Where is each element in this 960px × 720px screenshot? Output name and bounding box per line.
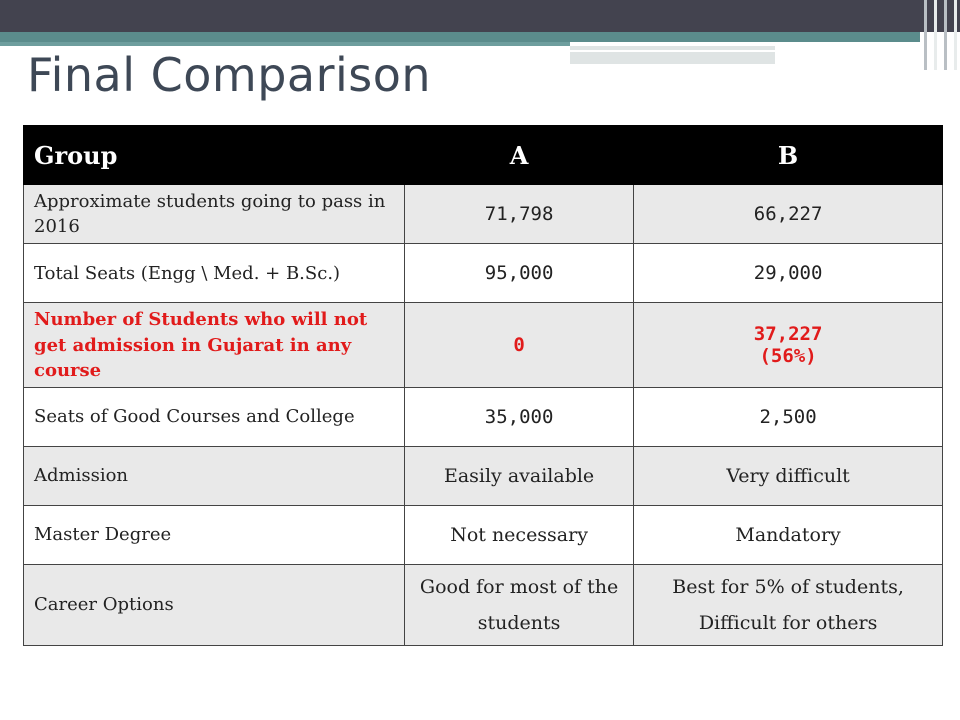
row-label: Approximate students going to pass in 2016 bbox=[24, 185, 405, 244]
cell-b: 29,000 bbox=[634, 244, 943, 303]
cell-a: Good for most of the students bbox=[405, 564, 634, 645]
cell-a: 35,000 bbox=[405, 387, 634, 446]
table-row bbox=[24, 505, 943, 564]
cell-a: Easily available bbox=[405, 446, 634, 505]
cell-a: 71,798 bbox=[405, 185, 634, 244]
table-header-row bbox=[24, 126, 943, 185]
cell-a: Not necessary bbox=[405, 505, 634, 564]
row-label: Number of Students who will not get admission in Gujarat in any course bbox=[24, 303, 405, 388]
header-b: B bbox=[634, 126, 943, 185]
grey-decorative-bar bbox=[570, 46, 775, 64]
decorative-line bbox=[570, 50, 890, 52]
row-label: Total Seats (Engg \ Med. + B.Sc.) bbox=[24, 244, 405, 303]
row-label: Master Degree bbox=[24, 505, 405, 564]
decorative-vertical-line bbox=[954, 0, 957, 70]
teal-decorative-bar bbox=[0, 32, 920, 42]
cell-b: 66,227 bbox=[634, 185, 943, 244]
cell-b bbox=[634, 303, 943, 388]
table-row bbox=[24, 446, 943, 505]
row-label: Seats of Good Courses and College bbox=[24, 387, 405, 446]
cell-b-value: 37,227 bbox=[753, 323, 823, 346]
slide-title: Final Comparison bbox=[27, 48, 432, 102]
cell-b: 2,500 bbox=[634, 387, 943, 446]
table-row bbox=[24, 387, 943, 446]
comparison-table bbox=[23, 125, 943, 646]
row-label: Career Options bbox=[24, 564, 405, 645]
decorative-vertical-line bbox=[934, 0, 937, 70]
table-row-highlight bbox=[24, 303, 943, 388]
cell-a: 0 bbox=[405, 303, 634, 388]
cell-b: Mandatory bbox=[634, 505, 943, 564]
table-row bbox=[24, 185, 943, 244]
table-row bbox=[24, 564, 943, 645]
decorative-vertical-line bbox=[924, 0, 927, 70]
table-row bbox=[24, 244, 943, 303]
decorative-vertical-line bbox=[944, 0, 947, 70]
cell-b: Best for 5% of students, Difficult for others bbox=[634, 564, 943, 645]
row-label: Admission bbox=[24, 446, 405, 505]
top-decorative-bar bbox=[0, 0, 960, 32]
teal-decorative-strip bbox=[0, 42, 570, 46]
cell-b: Very difficult bbox=[634, 446, 943, 505]
header-a: A bbox=[405, 126, 634, 185]
cell-b-percent: (56%) bbox=[759, 345, 817, 368]
header-group: Group bbox=[24, 126, 405, 185]
cell-a: 95,000 bbox=[405, 244, 634, 303]
